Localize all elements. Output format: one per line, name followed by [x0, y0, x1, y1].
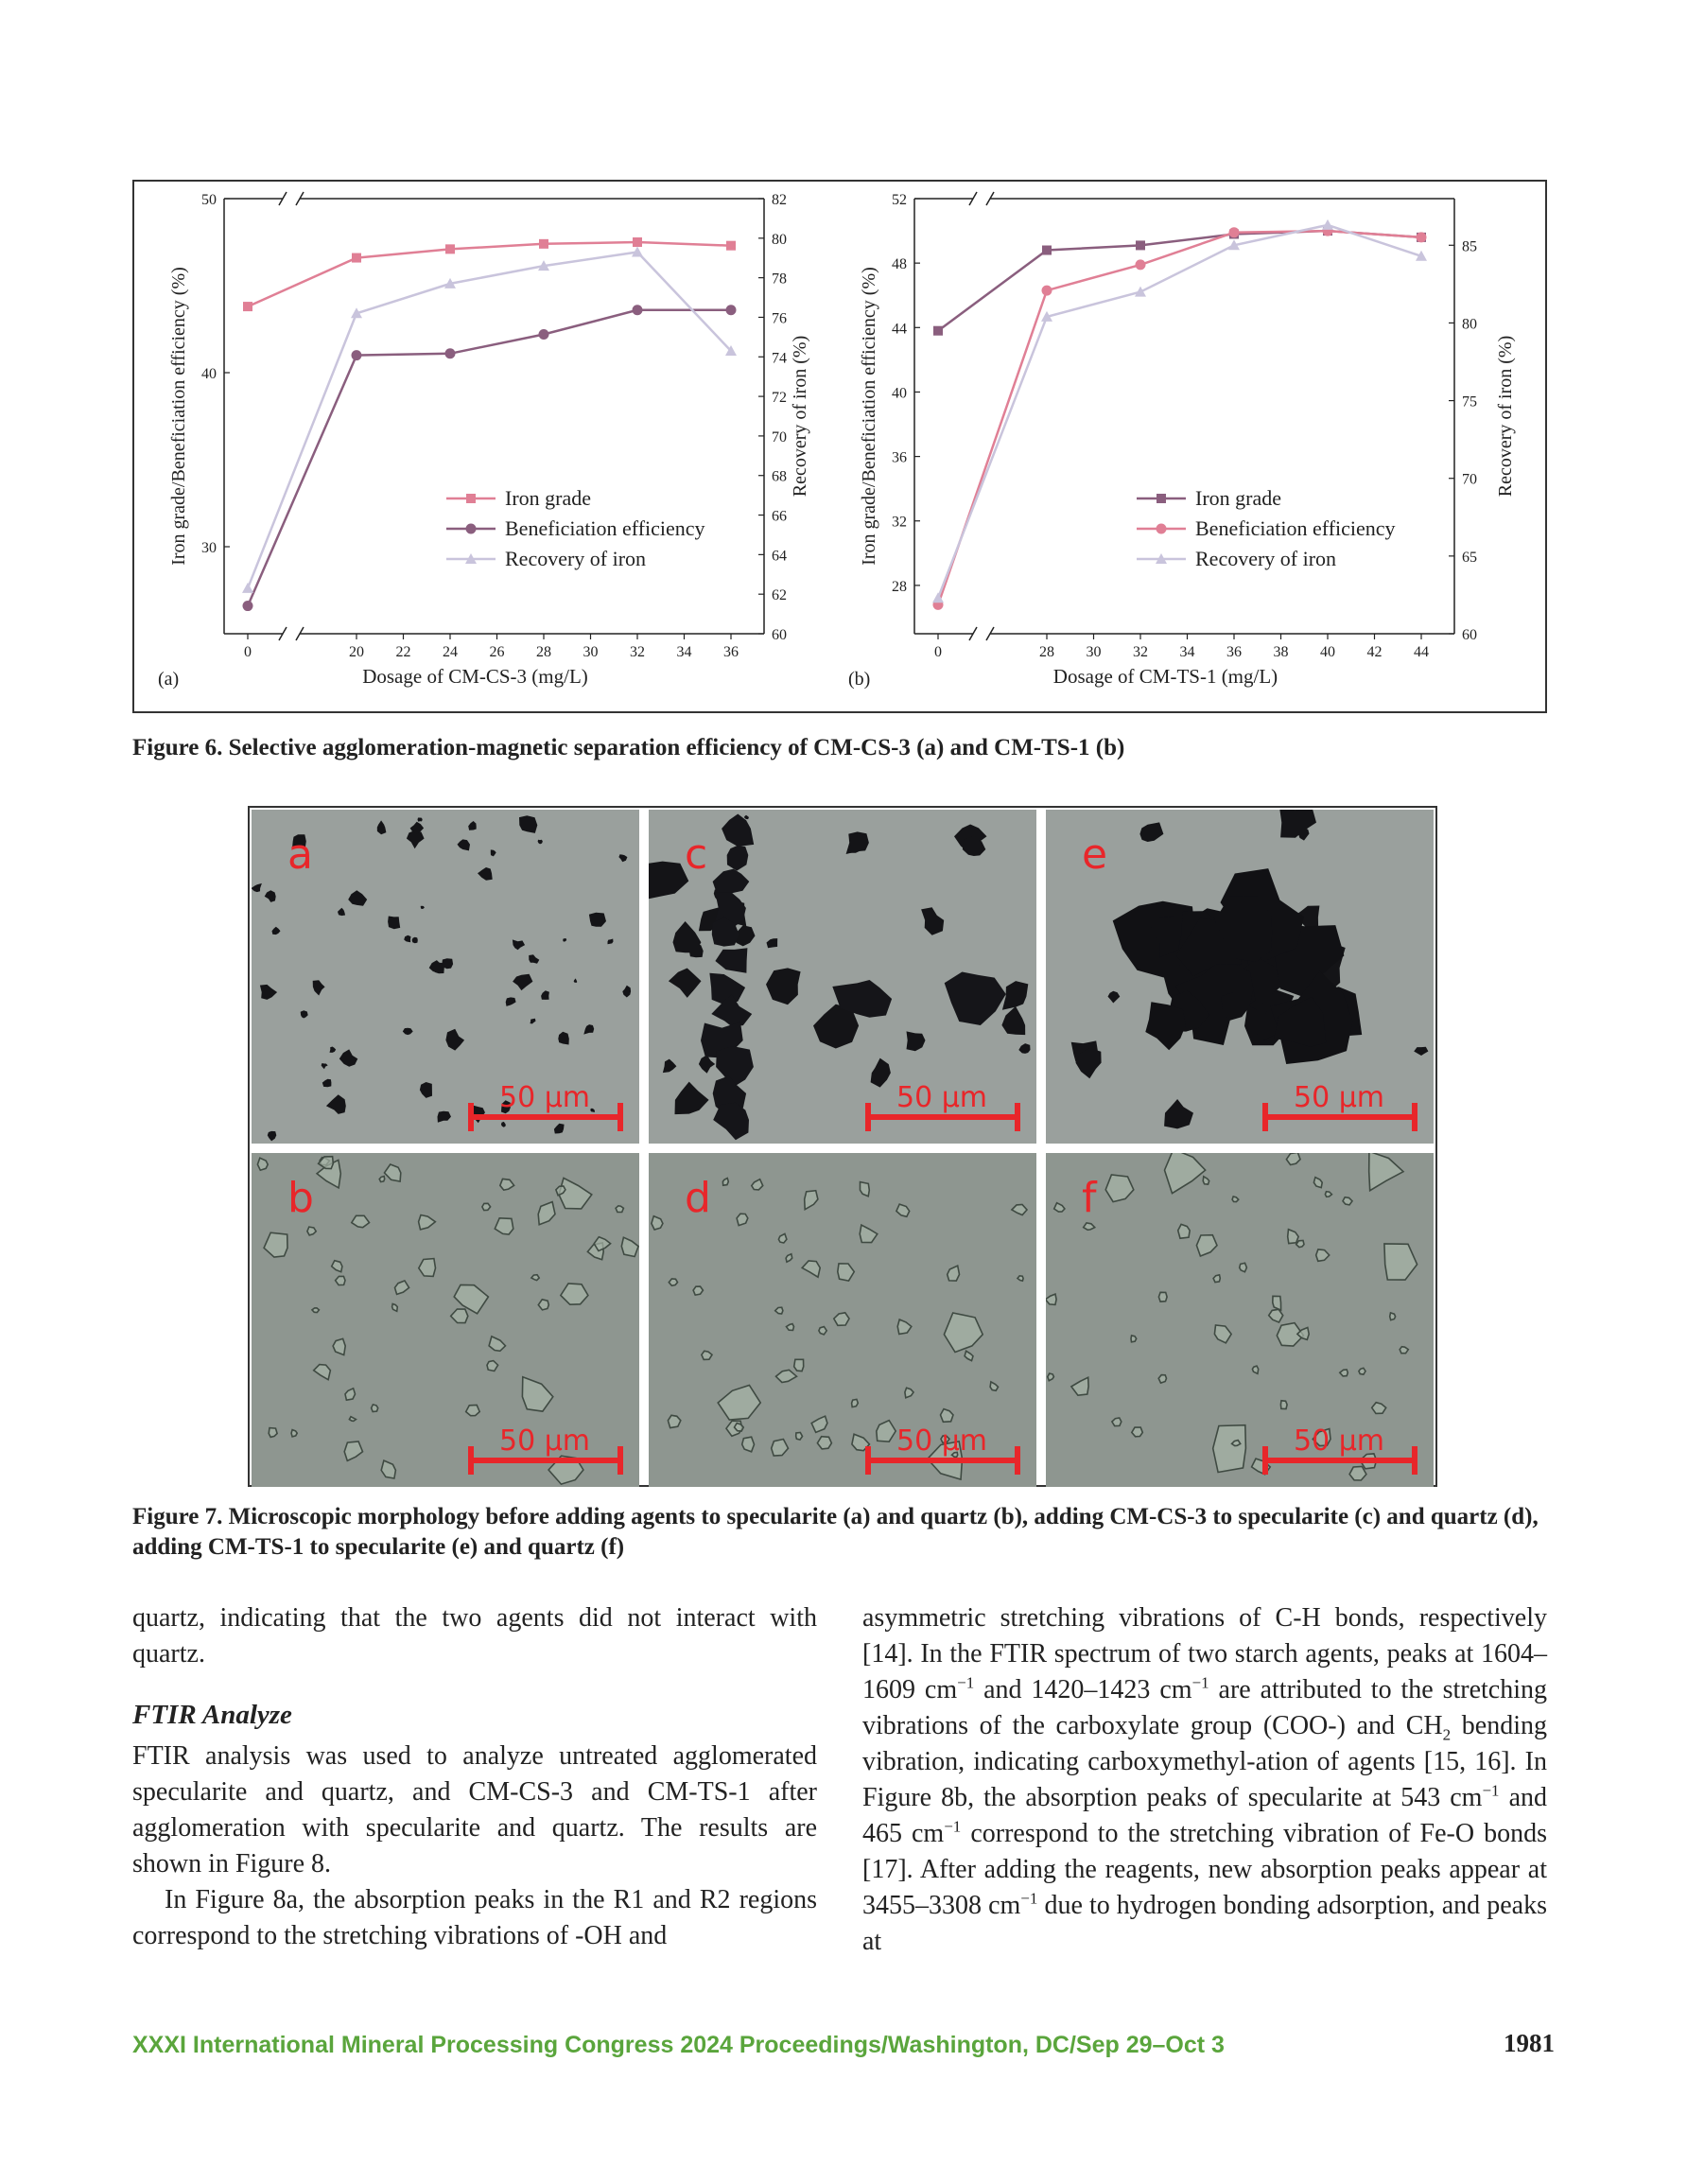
quartz-particle — [1213, 1425, 1246, 1473]
x-tick-label: 36 — [723, 644, 739, 660]
quartz-particle — [1131, 1336, 1137, 1342]
quartz-particle — [796, 1433, 803, 1441]
left-paragraph-3: In Figure 8a, the absorption peaks in the R1 and R2 regions correspond to the stretching vibrations of -OH and — [132, 1885, 817, 1950]
y2-tick-label: 72 — [772, 390, 787, 407]
data-point — [445, 348, 456, 358]
right-column — [862, 1600, 1547, 1960]
scale-bar-label: 50 μm — [1294, 1081, 1385, 1114]
left-paragraph-1: quartz, indicating that the two agents did not interact with quartz. — [132, 1603, 817, 1669]
data-point — [445, 244, 455, 253]
data-point — [1157, 524, 1167, 534]
data-point — [242, 583, 253, 593]
panel-letter-e: e — [1082, 830, 1108, 879]
y2-tick-label: 62 — [772, 587, 787, 604]
right-paragraph-1: asymmetric stretching vibrations of C-H bonds, respectively [14]. In the FTIR spectrum of two starch agents, peaks at 1604–1609 $cm^{-1}$ and 1420–1423 $cm^{-1}$ are attributed to the stretching vibrations of the carboxylate group (COO-) and $CH_2$ bending vibration, indicating carboxymethyl-ation of agents [15, 16]. In Figure 8b, the absorption peaks of specularite at 543 $cm^{-1}$ and 465 $cm^{-1}$ correspond to the stretching vibration of Fe-O bonds [17]. After adding the reagents, new absorption peaks appear at 3455–3308 $cm^{-1}$ due to hydrogen bonding adsorption, and peaks at — [862, 1603, 1547, 1956]
chart-a — [158, 192, 810, 690]
legend-label: Beneficiation efficiency — [505, 516, 705, 540]
legend-label: Recovery of iron — [505, 547, 647, 570]
section-heading: FTIR Analyze — [132, 1700, 292, 1730]
x-tick-label: 28 — [1039, 644, 1054, 660]
data-point — [466, 494, 476, 503]
scale-bar-label: 50 μm — [499, 1081, 591, 1114]
y2-tick-label: 60 — [772, 627, 787, 643]
data-point — [1229, 227, 1240, 237]
data-point — [352, 350, 362, 360]
x-tick-label: 32 — [1133, 644, 1148, 660]
x-tick-label: 34 — [1179, 644, 1195, 660]
figure-7 — [248, 806, 1437, 1487]
series-line-recovery-of-iron — [938, 225, 1421, 598]
data-point — [243, 601, 253, 611]
data-point — [352, 253, 361, 263]
x-tick-label: 36 — [1226, 644, 1242, 660]
x-tick-label: 30 — [583, 644, 599, 660]
figure-6-caption: Figure 6. Selective agglomeration-magnetic separation efficiency of CM-CS-3 (a) and CM-TS-1 (b) — [132, 735, 1125, 760]
data-point — [1417, 232, 1427, 242]
scale-bar-label: 50 μm — [896, 1081, 988, 1114]
x-axis-label: Dosage of CM-CS-3 (mg/L) — [362, 665, 588, 688]
data-point — [633, 305, 643, 315]
y2-tick-label: 80 — [1462, 316, 1477, 333]
y2-tick-label: 68 — [772, 468, 787, 485]
x-tick-label: 24 — [443, 644, 458, 660]
data-point — [1136, 259, 1146, 270]
quartz-particle — [1359, 1368, 1365, 1374]
data-point — [933, 326, 943, 336]
quartz-particle — [616, 1206, 623, 1213]
scale-bar-label: 50 μm — [896, 1424, 988, 1458]
quartz-particle — [1240, 1263, 1247, 1271]
y2-axis-label: Recovery of iron (%) — [1495, 335, 1516, 498]
data-point — [1322, 219, 1333, 230]
y2-tick-label: 76 — [772, 310, 787, 327]
micrograph-panel-b — [252, 1153, 639, 1487]
panel-letter-a: a — [287, 830, 313, 879]
y2-tick-label: 85 — [1462, 238, 1477, 255]
micrograph-panel-e — [1046, 810, 1434, 1144]
data-point — [1042, 246, 1052, 255]
panel-label: (b) — [848, 669, 871, 690]
quartz-particle — [372, 1405, 378, 1412]
data-point — [539, 329, 549, 340]
chart-b — [848, 192, 1516, 690]
y-tick-label: 44 — [892, 321, 907, 338]
quartz-particle — [379, 1177, 385, 1182]
y-tick-label: 50 — [201, 192, 217, 208]
y2-tick-label: 70 — [1462, 471, 1477, 488]
micrograph-panel-d — [649, 1153, 1036, 1487]
y-tick-label: 32 — [892, 514, 907, 531]
series-line-beneficiation-efficiency — [248, 310, 731, 606]
x-tick-label: 20 — [349, 644, 364, 660]
quartz-particle — [852, 1399, 859, 1406]
y2-tick-label: 80 — [772, 231, 787, 248]
data-point — [539, 239, 548, 249]
quartz-particle — [794, 1359, 804, 1371]
left-column — [132, 1600, 817, 1954]
y2-tick-label: 78 — [772, 271, 787, 288]
figure-6 — [132, 180, 1547, 713]
y-tick-label: 48 — [892, 256, 907, 273]
data-point — [1136, 240, 1145, 250]
x-tick-label: 30 — [1086, 644, 1102, 660]
data-point — [726, 241, 736, 251]
y2-tick-label: 70 — [772, 428, 787, 446]
x-tick-label: 34 — [676, 644, 692, 660]
x-tick-label: 0 — [244, 644, 252, 660]
y-tick-label: 52 — [892, 192, 907, 208]
y2-tick-label: 82 — [772, 192, 787, 208]
x-tick-label: 38 — [1273, 644, 1289, 660]
data-point — [243, 302, 252, 311]
panel-letter-b: b — [287, 1174, 314, 1222]
quartz-particle — [466, 1405, 480, 1415]
micrograph-panel-f — [1046, 1153, 1434, 1487]
specularite-particle — [442, 958, 453, 969]
left-paragraph-2: FTIR analysis was used to analyze untreated agglomerated specularite and quartz, and CM-CS-3 and CM-TS-1 after agglomeration with specularite and quartz. The results are shown in Figure 8. — [132, 1741, 817, 1878]
x-axis-label: Dosage of CM-TS-1 (mg/L) — [1052, 665, 1278, 688]
y-tick-label: 36 — [892, 449, 907, 466]
x-tick-label: 42 — [1366, 644, 1383, 660]
x-tick-label: 22 — [395, 644, 411, 660]
quartz-particle — [1158, 1375, 1166, 1384]
quartz-particle — [1280, 1401, 1287, 1409]
quartz-particle — [819, 1327, 826, 1335]
legend-label: Recovery of iron — [1195, 547, 1337, 570]
scale-bar-label: 50 μm — [499, 1424, 591, 1458]
y-tick-label: 30 — [201, 540, 217, 556]
y-axis-label: Iron grade/Beneficiation efficiency (%) — [168, 267, 189, 566]
specularite-particle — [412, 937, 418, 944]
quartz-particle — [669, 1279, 677, 1285]
quartz-particle — [742, 1437, 755, 1452]
legend-label: Iron grade — [1195, 486, 1282, 510]
micrograph-panel-c — [649, 810, 1036, 1144]
y2-axis-label: Recovery of iron (%) — [790, 335, 810, 498]
figure-7-caption: Figure 7. Microscopic morphology before adding agents to specularite (a) and quartz (b), adding CM-CS-3 to specularite (c) and quartz (d), adding CM-TS-1 to specularite (e) and quartz (f) — [132, 1504, 1539, 1560]
panel-letter-d: d — [685, 1174, 711, 1222]
y-tick-label: 40 — [892, 385, 907, 402]
quartz-particle — [482, 1203, 491, 1210]
quartz-particle — [1132, 1427, 1143, 1437]
y2-tick-label: 74 — [772, 350, 787, 367]
series-line-iron-grade — [938, 231, 1421, 331]
quartz-particle — [1158, 1292, 1167, 1302]
y-axis-label: Iron grade/Beneficiation efficiency (%) — [859, 267, 879, 566]
panel-label: (a) — [158, 669, 180, 690]
data-point — [466, 524, 477, 534]
footer-conference: XXXI International Mineral Processing Congress 2024 Proceedings/Washington, DC/Sep 29–Oct 3 — [132, 2032, 1225, 2058]
legend-label: Iron grade — [505, 486, 592, 510]
x-tick-label: 32 — [630, 644, 645, 660]
data-point — [633, 237, 642, 247]
legend-label: Beneficiation efficiency — [1195, 516, 1396, 540]
quartz-particle — [291, 1430, 297, 1437]
quartz-particle — [1349, 1466, 1366, 1480]
specularite-particle — [388, 917, 400, 930]
panel-letter-f: f — [1082, 1174, 1097, 1222]
y2-tick-label: 75 — [1462, 393, 1477, 411]
specularite-particle — [418, 818, 423, 822]
data-point — [1135, 287, 1146, 297]
scale-bar-label: 50 μm — [1294, 1424, 1385, 1458]
page-number: 1981 — [1504, 2029, 1555, 2057]
panel-letter-c: c — [685, 830, 708, 879]
series-line-beneficiation-efficiency — [938, 231, 1421, 604]
data-point — [1157, 494, 1166, 503]
y2-tick-label: 60 — [1462, 627, 1477, 643]
x-tick-label: 26 — [489, 644, 505, 660]
x-tick-label: 0 — [934, 644, 942, 660]
y-tick-label: 28 — [892, 578, 907, 595]
quartz-particle — [737, 1214, 748, 1225]
micrograph-panel-a — [252, 810, 639, 1144]
y2-tick-label: 66 — [772, 508, 787, 525]
x-tick-label: 40 — [1320, 644, 1335, 660]
figure-6-charts — [134, 182, 1545, 711]
y-tick-label: 40 — [201, 366, 217, 382]
quartz-particle — [336, 1276, 345, 1284]
quartz-particle — [1390, 1313, 1396, 1320]
data-point — [1042, 286, 1052, 296]
data-point — [726, 305, 737, 315]
y2-tick-label: 64 — [772, 548, 787, 565]
quartz-particle — [312, 1308, 319, 1313]
x-tick-label: 28 — [536, 644, 551, 660]
x-tick-label: 44 — [1414, 644, 1429, 660]
y2-tick-label: 65 — [1462, 549, 1477, 566]
